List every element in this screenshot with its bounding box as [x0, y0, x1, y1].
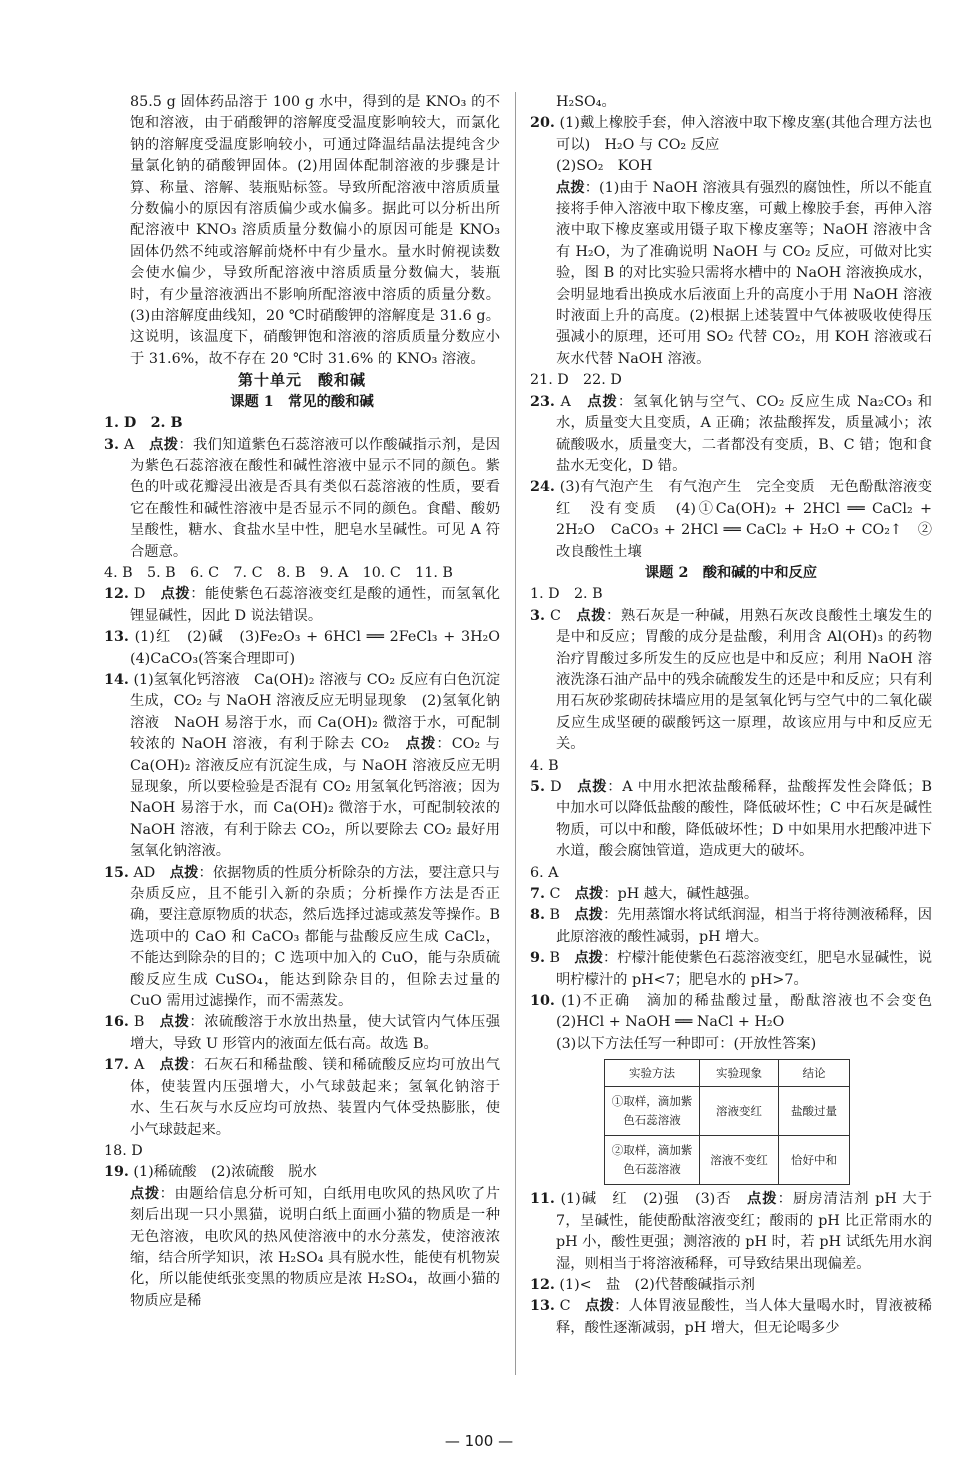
answers-21-22: 21. D 22. D: [530, 372, 622, 389]
answer-17: 17. A 点拨：石灰石和稀盐酸、镁和稀硫酸反应均可放出气体，使装置内压强增大，小气球鼓起来；氢氧化钠溶于水、生石灰与水反应均可放热、装置内气体受热膨胀，使小气球鼓起来。: [104, 1057, 501, 1138]
answers-4-11: 4. B 5. B 6. C 7. C 8. B 9. A 10. C 11. B: [104, 564, 453, 581]
intro-paragraph: 85.5 g 固体药品溶于 100 g 水中，得到的是 KNO₃ 的不饱和溶液，由于硝酸钾的溶解度受温度影响较大，而氯化钠的溶解度受温度影响较小，可通过降温结晶法提纯含少量氯化钠的硝酸钾固体。(2)用固体配制溶液的步骤是计算、称量、溶解、装瓶贴标签。导致所配溶液中溶质质量分数偏小的原因有溶质偏少或水偏多。据此可以分析出所配溶液中 KNO₃ 溶质质量分数偏小的原因可能是 KNO₃ 固体仍然不纯或溶解前烧杯中有少量水。量水时俯视读数会使水偏少，导致所配溶液中溶质质量分数偏大，装瓶时，有少量溶液洒出不影响所配溶液中溶质的质量分数。(3)由溶解度曲线知，20 ℃时硝酸钾的溶解度是 31.6 g。这说明，该温度下，硝酸钾饱和溶液的溶质质量分数应小于 31.6%，故不存在 20 ℃时 31.6% 的 KNO₃ 溶液。: [130, 94, 500, 367]
lesson-1-title: 课题 1 常见的酸和碱: [230, 393, 374, 410]
table-cell: 恰好中和: [779, 1136, 850, 1185]
answer-16: 16. B 点拨：浓硫酸溶于水放出热量，使大试管内气体压强增大，导致 U 形管内的液面左低右高。故选 B。: [104, 1014, 501, 1052]
table-header: 结论: [779, 1060, 850, 1087]
answer-19: 19. (1)稀硫酸 (2)浓硫酸 脱水: [104, 1164, 317, 1181]
table-row: [605, 1136, 850, 1185]
answer-20-part2: (2)SO₂ KOH: [556, 158, 653, 175]
table-row: [605, 1087, 850, 1136]
answers-1-2-lesson2: 1. D 2. B: [530, 586, 603, 603]
answer-12-lesson2: 12. (1)< 盐 (2)代替酸碱指示剂: [530, 1276, 755, 1293]
table-cell: 溶液不变红: [700, 1136, 779, 1185]
table-cell: 溶液变红: [700, 1087, 779, 1136]
answer-3: 3. A 点拨：我们知道紫色石蕊溶液可以作酸碱指示剂，是因为紫色石蕊溶液在酸性和碱性溶液中显示不同的颜色。紫色的叶或花瓣浸出液是否具有类似石蕊溶液的性质，要看它在酸性和碱性溶液中是否显示不同的颜色。食醋、酸奶呈酸性，糖水、食盐水呈中性，肥皂水呈碱性。可见 A 符合题意。: [104, 436, 501, 560]
answers-1-2: 1. D 2. B: [104, 415, 183, 432]
answer-14: 14. (1)氢氧化钙溶液 Ca(OH)₂ 溶液与 CO₂ 反应有白色沉淀生成，CO₂ 与 NaOH 溶液反应无明显现象 (2)氢氧化钠溶液 NaOH 易溶于水，而 Ca(OH)₂ 微溶于水，可配制较浓的 NaOH 溶液，有利于除去 CO₂ 点拨：CO₂ 与 Ca(OH)₂ 溶液反应有沉淀生成，与 NaOH 溶液反应无明显现象，所以要检验是否混有 CO₂ 用氢氧化钙溶液；因为 NaOH 易溶于水，而 Ca(OH)₂ 微溶于水，可配制较浓的 NaOH 溶液，有利于除去 CO₂，所以要除去 CO₂ 最好用氢氧化钠溶液。: [104, 671, 501, 860]
answer-20: 20. (1)戴上橡胶手套，伸入溶液中取下橡皮塞(其他合理方法也可以) H₂O 与 CO₂ 反应: [530, 115, 932, 153]
right-column: [530, 92, 947, 1339]
answer-18: 18. D: [104, 1142, 143, 1159]
experiment-table: [604, 1059, 850, 1185]
table-cell: ②取样，滴加紫色石蕊溶液: [605, 1136, 700, 1185]
answer-20-hint: 点拨：(1)由于 NaOH 溶液具有强烈的腐蚀性，所以不能直接将手伸入溶液中取下橡皮塞，可戴上橡胶手套，再伸入溶液中取下橡皮塞或用镊子取下橡皮塞等；NaOH 溶液中含有 H₂O，为了准确说明 NaOH 与 CO₂ 反应，可做对比实验，图 B 的对比实验只需将水槽中的 NaOH 溶液换成水，会明显地看出换成水后液面上升的高度小于用 NaOH 溶液时液面上升的高度。(2)根据上述装置中气体被吸收使得压强减小的原理，还可用 SO₂ 代替 CO₂，用 KOH 溶液或石灰水代替 NaOH 溶液。: [556, 179, 933, 367]
page-number: — 100 —: [444, 1432, 514, 1450]
answer-23: 23. A 点拨：氢氧化钠与空气、CO₂ 反应生成 Na₂CO₃ 和水，质量变大且变质，A 正确；浓盐酸挥发，质量减小；浓硫酸吸水，质量变大，二者都没有变质，B、C 错；饱和食盐水无变化，D 错。: [530, 393, 933, 474]
answer-24: 24. (3)有气泡产生 有气泡产生 完全变质 无色酚酞溶液变红 没有变质 (4)①Ca(OH)₂ + 2HCl ══ CaCl₂ + 2H₂O CaCO₃ + 2HCl ══ CaCl₂ + H₂O + CO₂↑ ②改良酸性土壤: [530, 479, 932, 560]
answer-10-part3: (3)以下方法任写一种即可：(开放性答案): [556, 1035, 817, 1052]
table-header: 实验现象: [700, 1060, 779, 1087]
answer-12: 12. D 点拨：能使紫色石蕊溶液变红是酸的通性，而氢氧化锂显碱性，因此 D 说法错误。: [104, 586, 501, 624]
column-divider: [515, 92, 516, 1375]
answer-7-lesson2: 7. C 点拨：pH 越大，碱性越强。: [530, 886, 759, 903]
table-header-row: [605, 1060, 850, 1087]
answer-3-lesson2: 3. C 点拨：熟石灰是一种碱，用熟石灰改良酸性土壤发生的是中和反应；胃酸的成分是盐酸，利用含 Al(OH)₃ 的药物治疗胃酸过多所发生的反应也是中和反应；利用 NaOH 溶液洗涤石油产品中的残余硫酸发生的还是中和反应；只有利用石灰砂浆砌砖抹墙应用的是氢氧化钙与空气中的二氧化碳反应生成坚硬的碳酸钙这一原理，故该应用与中和反应无关。: [530, 607, 933, 753]
table-cell: 盐酸过量: [779, 1087, 850, 1136]
unit-title: 第十单元 酸和碱: [237, 371, 366, 390]
answer-11-lesson2: 11. (1)碱 红 (2)强 (3)否 点拨：厨房清洁剂 pH 大于 7，呈碱性，能使酚酞溶液变红；酸雨的 pH 比正常雨水的 pH 小，酸性更强；测溶液的 pH 时，若 pH 试纸先用水润湿，则相当于将溶液稀释，可导致结果出现偏差。: [530, 1191, 933, 1272]
answer-8-lesson2: 8. B 点拨：先用蒸馏水将试纸润湿，相当于将待测液稀释，因此原溶液的酸性减弱，pH 增大。: [530, 907, 933, 945]
answer-4-lesson2: 4. B: [530, 757, 559, 774]
table-header: 实验方法: [605, 1060, 700, 1087]
answer-13: 13. (1)红 (2)碱 (3)Fe₂O₃ + 6HCl ══ 2FeCl₃ + 3H₂O (4)CaCO₃(答案合理即可): [104, 629, 515, 667]
answer-10-lesson2: 10. (1)不正确 滴加的稀盐酸过量，酚酞溶液也不会变色 (2)HCl + NaOH ══ NaCl + H₂O: [530, 993, 947, 1031]
answer-19-hint: 点拨：由题给信息分析可知，白纸用电吹风的热风吹了片刻后出现一只小黑猫，说明白纸上面画小猫的物质是一种无色溶液，电吹风的热风使溶液中的水分蒸发，使溶液浓缩，结合所学知识，浓 H₂SO₄ 具有脱水性，能使有机物炭化，所以能使纸张变黑的物质应是浓 H₂SO₄，故画小猫的物质应是稀: [130, 1185, 501, 1309]
answer-9-lesson2: 9. B 点拨：柠檬汁能使紫色石蕊溶液变红，肥皂水显碱性，说明柠檬汁的 pH<7；肥皂水的 pH>7。: [530, 950, 933, 988]
answer-13-lesson2: 13. C 点拨：人体胃液显酸性，当人体大量喝水时，胃液被稀释，酸性逐渐减弱，pH 增大，但无论喝多少: [530, 1298, 933, 1336]
lesson-2-title: 课题 2 酸和碱的中和反应: [644, 564, 818, 581]
answer-15: 15. AD 点拨：依据物质的性质分析除杂的方法，要注意只与杂质反应，且不能引入新的杂质；分析操作方法是否正确，要注意原物质的状态，然后选择过滤或蒸发等操作。B 选项中的 CaO 和 CaCO₃ 都能与盐酸反应生成 CaCl₂，不能达到除杂的目的；C 选项中加入的 CuO，能与杂质硫酸反应生成 CuSO₄，能达到除杂目的，但除去过量的 CuO 需用过滤操作，而不需蒸发。: [104, 864, 500, 1010]
table-cell: ①取样，滴加紫色石蕊溶液: [605, 1087, 700, 1136]
answer-19-continued: H₂SO₄。: [556, 94, 616, 110]
answer-6-lesson2: 6. A: [530, 864, 559, 881]
left-column: [104, 92, 515, 1312]
answer-5-lesson2: 5. D 点拨：A 中用水把浓盐酸稀释，盐酸挥发性会降低；B 中加水可以降低盐酸的酸性，降低破坏性；C 中石灰是碱性物质，可以中和酸，降低破坏性；D 中如果用水把酸冲进下水道，酸会腐蚀管道，造成更大的破坏。: [530, 779, 933, 860]
